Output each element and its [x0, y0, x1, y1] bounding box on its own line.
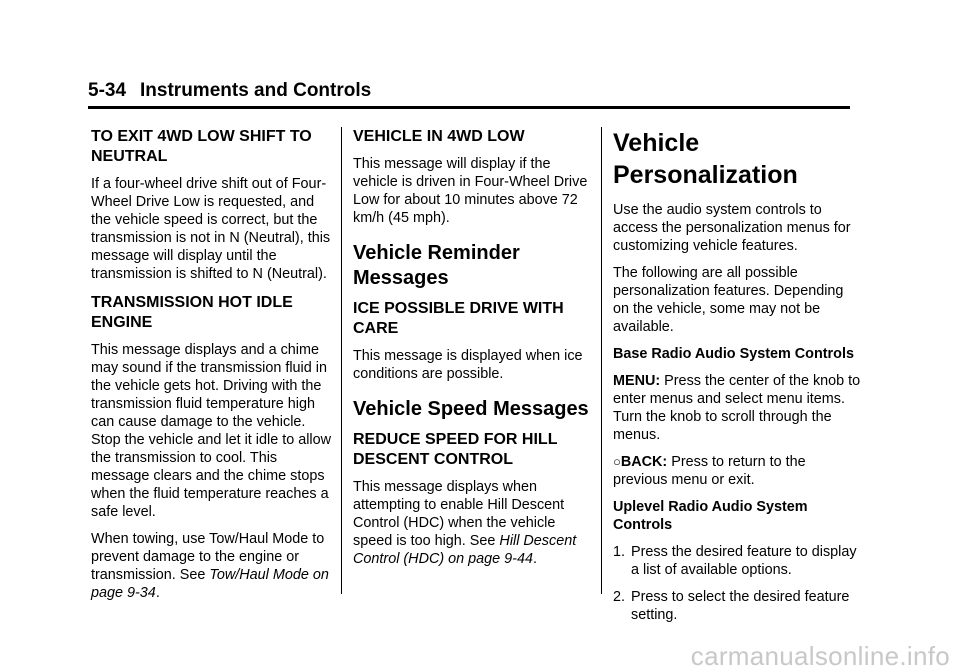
- paragraph-text: When towing, use Tow/Haul Mode to prevent damage to the engine or transmission. See: [91, 531, 325, 583]
- paragraph: [353, 478, 591, 568]
- menu-text: Press the center of the knob to enter menus and select menu items. Turn the knob to scroll through the menus.: [613, 373, 861, 443]
- punctuation: .: [532, 551, 537, 567]
- paragraph-text: This message displays when attempting to enable Hill Descent Control (HDC) when the vehicle speed is too high. See: [353, 479, 565, 549]
- punctuation: .: [155, 585, 160, 601]
- back-description: [613, 453, 861, 489]
- heading-vehicle-4wd-low: VEHICLE IN 4WD LOW: [353, 128, 525, 145]
- column-middle: [353, 127, 591, 577]
- column-divider: [341, 127, 342, 594]
- steps-list: [613, 543, 861, 624]
- cross-reference-link[interactable]: Tow/Haul Mode on page 9-34: [91, 567, 329, 601]
- heading-reduce-speed: REDUCE SPEED FOR HILL DESCENT CONTROL: [353, 431, 558, 468]
- heading-exit-4wd-low: TO EXIT 4WD LOW SHIFT TO NEUTRAL: [91, 128, 312, 165]
- menu-label: MENU:: [613, 373, 661, 389]
- paragraph: The following are all possible personalization features. Depending on the vehicle, some may not be available.: [613, 265, 844, 335]
- cross-reference-link[interactable]: Hill Descent Control (HDC) on page 9-44: [353, 533, 577, 567]
- paragraph: This message displays and a chime may sound if the transmission fluid in the vehicle gets hot. Driving with the transmission fluid temperature high can cause damage to the vehicle. Stop the vehicle and let it idle to allow the transmission to cool. This message clears and the chime stops when the fluid temperature reaches a safe level.: [91, 342, 331, 520]
- heading-ice-possible: ICE POSSIBLE DRIVE WITH CARE: [353, 300, 564, 337]
- step-text: Press the desired feature to display a list of available options.: [631, 544, 857, 578]
- paragraph: If a four-wheel drive shift out of Four-Wheel Drive Low is requested, and the vehicle speed is correct, but the transmission is not in N (Neutral), this message will display until the transmission is shifted to N (Neutral).: [91, 176, 331, 282]
- heading-reminder-messages: Vehicle Reminder Messages: [353, 242, 520, 289]
- heading-vehicle-personalization: Vehicle Personalization: [613, 129, 798, 189]
- list-item: [613, 588, 861, 624]
- heading-speed-messages: Vehicle Speed Messages: [353, 398, 589, 420]
- subheading-base-radio: Base Radio Audio System Controls: [613, 346, 854, 362]
- step-number: 2.: [613, 589, 626, 605]
- page-number: 5-34: [88, 80, 127, 101]
- column-divider: [601, 127, 602, 594]
- column-left: [91, 127, 331, 611]
- back-label: BACK:: [620, 454, 668, 470]
- paragraph: This message is displayed when ice conditions are possible.: [353, 348, 583, 382]
- back-text: Press to return to the previous menu or exit.: [613, 454, 806, 488]
- paragraph: [91, 530, 331, 602]
- menu-description: [613, 372, 861, 444]
- page-header: [88, 80, 850, 109]
- step-number: 1.: [613, 544, 626, 560]
- paragraph: This message will display if the vehicle is driven in Four-Wheel Drive Low for about 10 minutes above 72 km/h (45 mph).: [353, 156, 588, 226]
- section-title: Instruments and Controls: [140, 80, 372, 101]
- back-arrow-icon: ○: [613, 454, 621, 469]
- step-text: Press to select the desired feature setting.: [631, 589, 850, 623]
- paragraph: Use the audio system controls to access the personalization menus for customizing vehicle features.: [613, 202, 851, 254]
- watermark: carmanualsonline.info: [690, 641, 950, 671]
- list-item: [613, 543, 861, 579]
- heading-transmission-hot: TRANSMISSION HOT IDLE ENGINE: [91, 294, 293, 331]
- subheading-uplevel-radio: Uplevel Radio Audio System Controls: [613, 499, 808, 533]
- column-right: [613, 127, 861, 633]
